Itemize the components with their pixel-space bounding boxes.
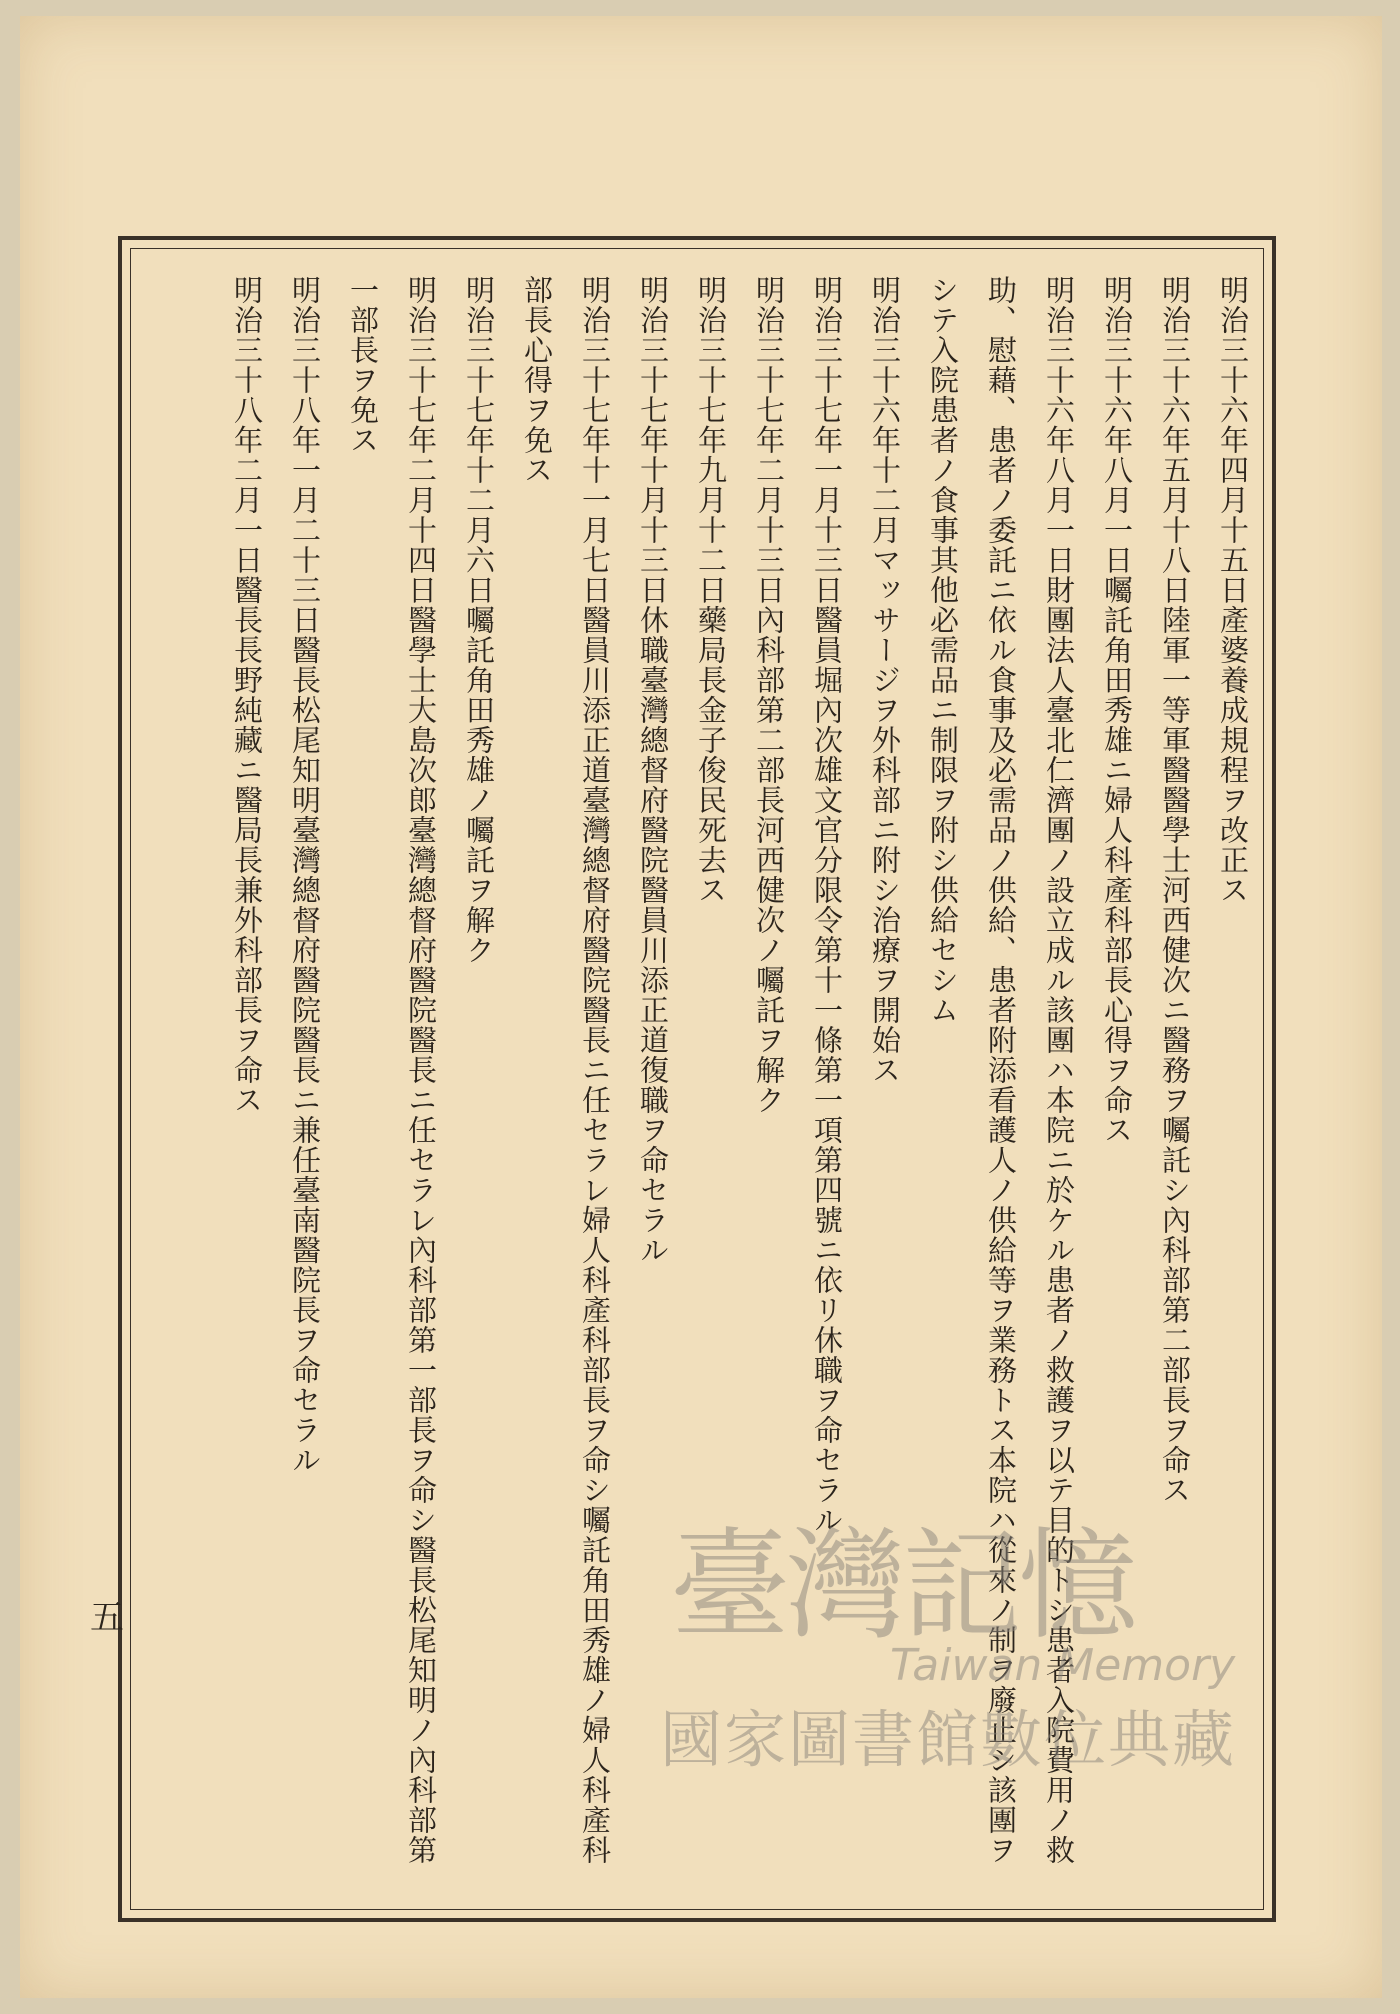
text-column: 明治三十七年二月十四日醫學士大島次郎臺灣總督府醫院醫長ニ任セラレ內科部第一部長ヲ命シ醫長松尾知明ノ內科部第	[404, 275, 438, 1865]
watermark-subtitle: Taiwan Memory	[890, 1640, 1236, 1691]
text-column: 明治三十八年一月二十三日醫長松尾知明臺灣總督府醫院醫長ニ兼任臺南醫院長ヲ命セラル	[288, 275, 322, 1475]
text-column: シテ入院患者ノ食事其他必需品ニ制限ヲ附シ供給セシム	[926, 275, 960, 1025]
text-column: 明治三十六年八月一日囑託角田秀雄ニ婦人科產科部長心得ヲ命ス	[1100, 275, 1134, 1145]
text-column: 部長心得ヲ免ス	[520, 275, 554, 485]
text-column: 明治三十六年八月一日財團法人臺北仁濟團ノ設立成ル該團ハ本院ニ於ケル患者ノ救護ヲ以テ目的トシ患者入院費用ノ救	[1042, 275, 1076, 1865]
text-column: 明治三十七年一月十三日醫員堀內次雄文官分限令第十一條第一項第四號ニ依リ休職ヲ命セラル	[810, 275, 844, 1535]
text-column: 明治三十七年九月十二日藥局長金子俊民死去ス	[694, 275, 728, 905]
text-column: 助、慰藉、患者ノ委託ニ依ル食事及必需品ノ供給、患者附添看護人ノ供給等ヲ業務トス本院ハ從來ノ制ヲ廢止シ該團ヲ	[984, 275, 1018, 1865]
text-column: 明治三十六年四月十五日產婆養成規程ヲ改正ス	[1216, 275, 1250, 905]
text-column: 明治三十六年十二月マッサージヲ外科部ニ附シ治療ヲ開始ス	[868, 275, 902, 1085]
text-column: 明治三十七年二月十三日內科部第二部長河西健次ノ囑託ヲ解ク	[752, 275, 786, 1115]
watermark	[660, 1490, 1280, 1790]
text-column: 一部長ヲ免ス	[346, 275, 380, 455]
text-column: 明治三十七年十二月六日囑託角田秀雄ノ囑託ヲ解ク	[462, 275, 496, 965]
text-column: 明治三十八年二月一日醫長長野純藏ニ醫局長兼外科部長ヲ命ス	[230, 275, 264, 1115]
watermark-org: 國家圖書館數位典藏	[660, 1703, 1237, 1776]
watermark-logo: 臺灣記憶	[670, 1517, 1134, 1656]
text-column: 明治三十七年十一月七日醫員川添正道臺灣總督府醫院醫長ニ任セラレ婦人科產科部長ヲ命シ囑託角田秀雄ノ婦人科產科	[578, 275, 612, 1865]
text-column: 明治三十六年五月十八日陸軍一等軍醫醫學士河西健次ニ醫務ヲ囑託シ內科部第二部長ヲ命ス	[1158, 275, 1192, 1505]
text-column: 明治三十七年十月十三日休職臺灣總督府醫院醫員川添正道復職ヲ命セラル	[636, 275, 670, 1265]
page-number: 五	[90, 1598, 124, 1638]
